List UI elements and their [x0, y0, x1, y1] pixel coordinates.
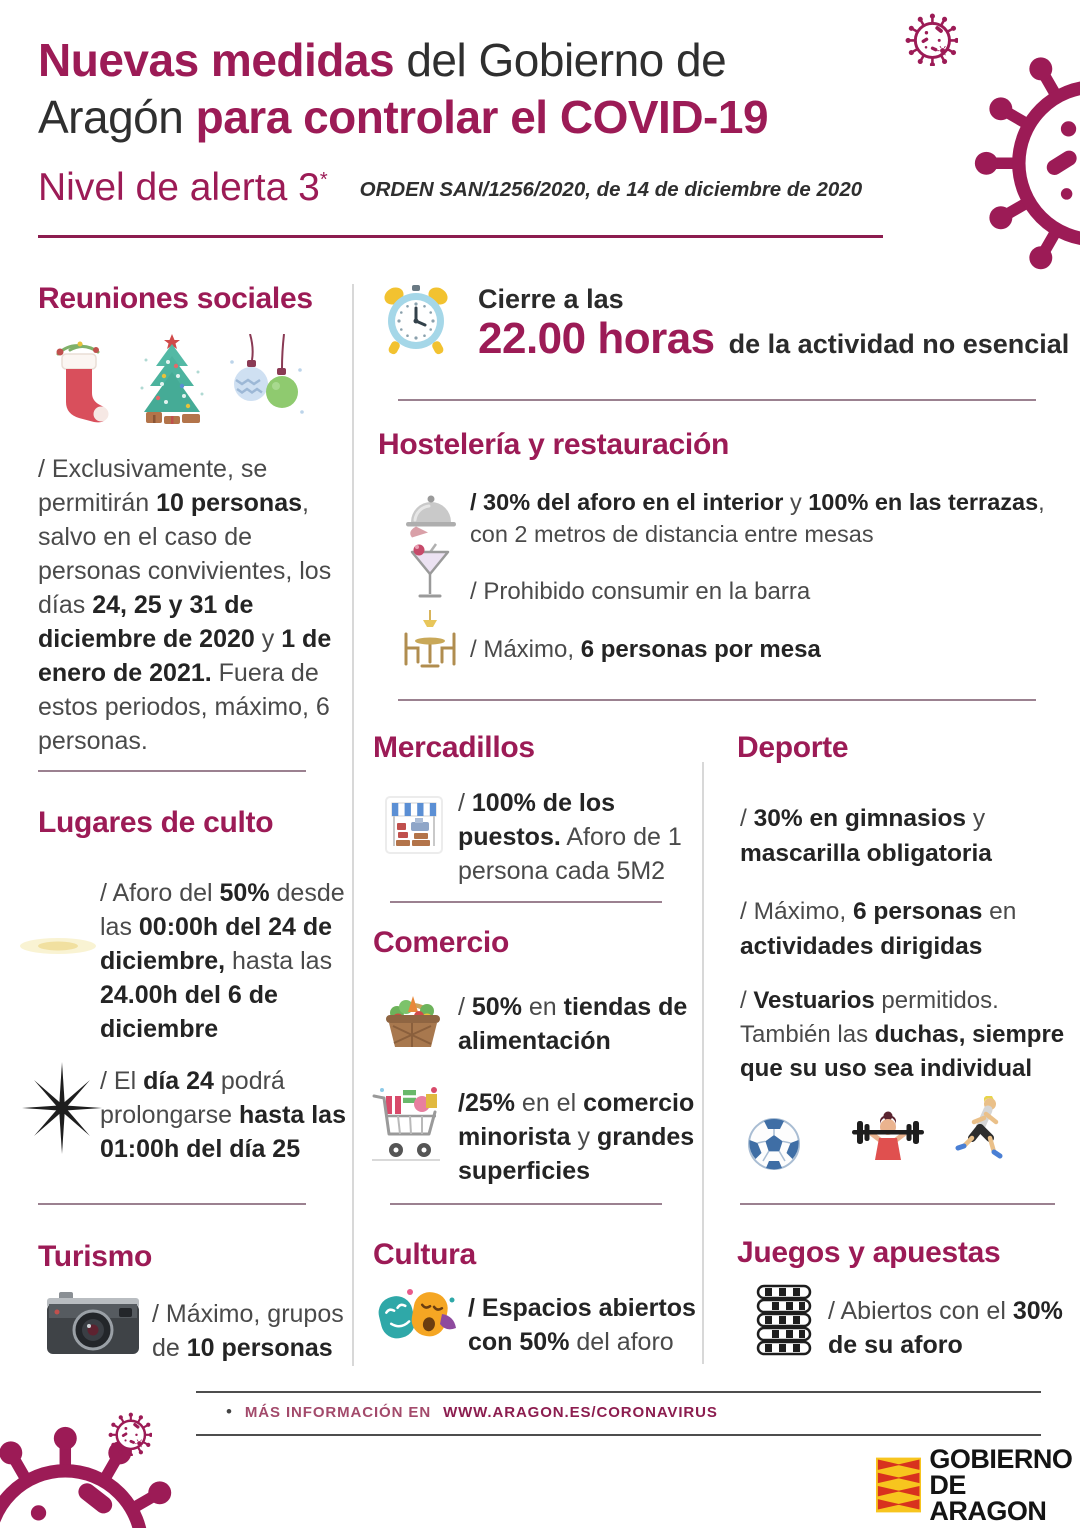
alert-row: [38, 166, 862, 210]
footer-info: [226, 1402, 718, 1422]
turismo-item-text: / Máximo, grupos de 10 personas: [152, 1300, 344, 1362]
hosteleria-item-text: / Máximo, 6 personas por mesa: [470, 636, 821, 663]
market-stall-icon: [385, 796, 443, 854]
title-plain-2: Aragón: [38, 91, 196, 143]
logo-text: GOBIERNO DE ARAGON: [929, 1444, 1073, 1526]
table-chairs-icon: [398, 610, 462, 672]
title-accent-2: para controlar el COVID-19: [195, 91, 769, 143]
page-title: [38, 32, 768, 146]
soccer-ball-icon: [746, 1116, 802, 1172]
mercadillos-item-text: / 100% de los puestos. Aforo de 1 persona cada 5M2: [458, 789, 682, 885]
deporte-item-text: / Vestuarios permitidos. También las duchas, siempre que su uso sea individual: [740, 987, 1065, 1082]
footer-divider-bottom: [196, 1434, 1041, 1436]
divider: [38, 770, 306, 772]
virus-icon: [0, 1402, 180, 1528]
closure-time: 22.00 horas: [478, 314, 715, 363]
header-divider: [38, 235, 883, 238]
christmas-baubles-icon: [222, 334, 310, 430]
hosteleria-item-text: / Prohibido consumir en la barra: [470, 578, 811, 605]
aragon-flag-icon: [876, 1456, 921, 1514]
theater-masks-icon: [376, 1286, 462, 1352]
deporte-item-text: / 30% en gimnasios y mascarilla obligatoria: [740, 805, 992, 867]
bullet-icon: •: [226, 1402, 233, 1421]
shopping-cart-icon: [370, 1082, 446, 1164]
section-title-comercio: Comercio: [373, 926, 509, 959]
footer-info-url: WWW.ARAGON.ES/CORONAVIRUS: [443, 1403, 718, 1421]
serving-cloche-icon: [402, 490, 460, 540]
candle-glow-icon: [18, 922, 98, 968]
virus-icon: [950, 18, 1080, 278]
closure-rest: de la actividad no esencial: [728, 329, 1070, 359]
section-title-reuniones: Reuniones sociales: [38, 282, 313, 315]
virus-icon: [900, 8, 958, 66]
divider: [38, 1203, 306, 1205]
gobierno-aragon-logo: [876, 1446, 1080, 1524]
virus-icon: [104, 1408, 152, 1456]
order-reference: ORDEN SAN/1256/2020, de 14 de diciembre de 2020: [359, 178, 863, 201]
divider: [740, 1203, 1055, 1205]
deporte-item-text: / Máximo, 6 personas en actividades dirigidas: [740, 898, 1017, 960]
comercio-item-text: / 50% en tiendas de alimentación: [458, 993, 688, 1055]
column-divider: [702, 762, 704, 1364]
running-icon: [950, 1096, 1010, 1172]
weightlifting-icon: [850, 1110, 926, 1178]
hosteleria-item-text: / 30% del aforo en el interior y 100% en las terrazas, con 2 metros de distancia entre mesas: [470, 489, 1045, 547]
alert-level: Nivel de alerta 3*: [38, 166, 328, 209]
comercio-item-text: /25% en el comercio minorista y grandes superficies: [458, 1089, 695, 1185]
culto-item-text: / El día 24 podrá prolongarse hasta las 01:00h del día 25: [100, 1067, 346, 1163]
divider: [390, 901, 662, 903]
section-title-turismo: Turismo: [38, 1240, 153, 1273]
title-plain-1: del Gobierno de: [394, 34, 727, 86]
juegos-item-text: / Abiertos con el 30% de su aforo: [828, 1297, 1063, 1359]
food-basket-icon: [380, 986, 446, 1050]
christmas-stocking-icon: [40, 334, 118, 430]
christmas-tree-icon: [126, 332, 218, 428]
closure-line2: [478, 314, 1069, 364]
cultura-item-text: / Espacios abiertos con 50% del aforo: [468, 1294, 696, 1356]
bethlehem-star-icon: [20, 1062, 104, 1154]
cocktail-glass-icon: [406, 542, 454, 606]
reuniones-text: / Exclusivamente, se permitirán 10 personas, salvo en el caso de personas convivientes, los días 24, 25 y 31 de diciembre de 2020 y 1 de enero de 2021. Fuera de estos periodos, máximo, 6 personas.: [38, 455, 332, 755]
poker-chips-icon: [752, 1284, 816, 1356]
divider: [398, 699, 1036, 701]
section-title-juegos: Juegos y apuestas: [737, 1236, 1001, 1269]
divider: [390, 1203, 662, 1205]
section-title-deporte: Deporte: [737, 731, 849, 764]
column-divider: [352, 284, 354, 1366]
camera-icon: [45, 1290, 141, 1356]
culto-item-text: / Aforo del 50% desde las 00:00h del 24 de diciembre, hasta las 24.00h del 6 de diciembre: [100, 879, 345, 1043]
alert-asterisk: *: [319, 169, 328, 191]
alarm-clock-icon: [380, 281, 452, 357]
closure-line1: Cierre a las: [478, 284, 624, 314]
section-title-cultura: Cultura: [373, 1238, 476, 1271]
footer-info-text: MÁS INFORMACIÓN EN: [244, 1403, 432, 1421]
section-title-lugares-culto: Lugares de culto: [38, 806, 274, 839]
divider: [398, 399, 1036, 401]
footer-divider-top: [196, 1391, 1041, 1393]
title-accent-1: Nuevas medidas: [38, 34, 395, 86]
section-title-mercadillos: Mercadillos: [373, 731, 535, 764]
section-title-hosteleria: Hostelería y restauración: [378, 428, 729, 461]
